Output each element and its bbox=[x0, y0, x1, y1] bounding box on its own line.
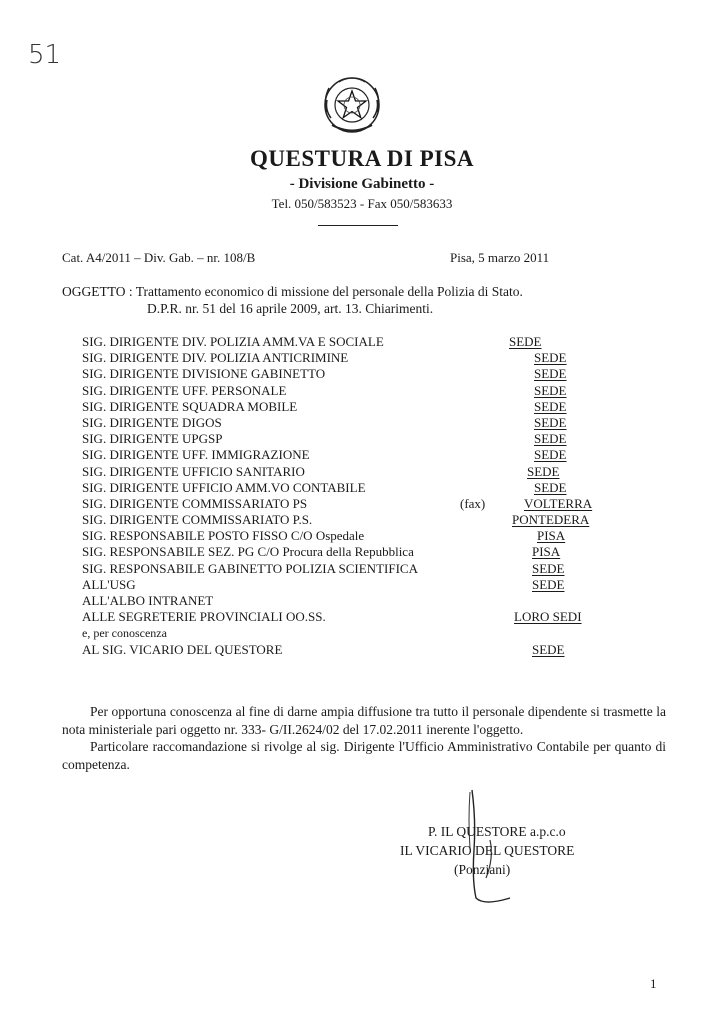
header-divider bbox=[318, 225, 398, 226]
recipient-row bbox=[82, 350, 612, 366]
recipient-location: SEDE bbox=[509, 334, 542, 349]
recipient-name: SIG. DIRIGENTE COMMISSARIATO P.S. bbox=[82, 512, 313, 528]
recipient-name: SIG. DIRIGENTE COMMISSARIATO PS bbox=[82, 495, 308, 511]
recipient-location: SEDE bbox=[532, 560, 565, 576]
recipient-name: SIG. DIRIGENTE UFFICIO SANITARIO bbox=[82, 463, 305, 479]
fax-marker: (fax) bbox=[460, 495, 486, 511]
recipient-name: SIG. DIRIGENTE DIGOS bbox=[82, 414, 222, 430]
recipient-location: SEDE bbox=[534, 479, 567, 495]
recipient-row bbox=[82, 415, 612, 431]
recipient-row bbox=[82, 399, 612, 415]
recipient-row bbox=[82, 593, 612, 609]
recipient-location: SEDE bbox=[534, 447, 567, 463]
recipient-location: PONTEDERA bbox=[512, 512, 590, 528]
recipient-location: SEDE bbox=[534, 414, 567, 430]
cc-label: e, per conoscenza bbox=[82, 626, 167, 641]
recipient-location: SEDE bbox=[532, 641, 565, 657]
recipient-row bbox=[82, 609, 612, 625]
recipient-location: LORO SEDI bbox=[514, 609, 582, 625]
recipient-row bbox=[82, 577, 612, 593]
recipient-location: PISA bbox=[537, 528, 566, 544]
handwritten-page-number: 51 bbox=[28, 40, 62, 70]
protocol-reference: Cat. A4/2011 – Div. Gab. – nr. 108/B bbox=[62, 250, 256, 265]
recipient-name: SIG. DIRIGENTE UFF. PERSONALE bbox=[82, 382, 287, 398]
signature-line-1: P. IL QUESTORE a.p.c.o bbox=[428, 824, 566, 839]
office-title: QUESTURA DI PISA bbox=[250, 146, 474, 171]
recipient-location: SEDE bbox=[532, 576, 565, 592]
recipient-row bbox=[82, 512, 612, 528]
signatory-name: (Ponziani) bbox=[454, 862, 511, 877]
recipient-location: SEDE bbox=[534, 398, 567, 414]
recipient-name: SIG. DIRIGENTE DIV. POLIZIA AMM.VA E SOCIALE bbox=[82, 334, 384, 349]
letter-body bbox=[62, 703, 666, 773]
recipient-row bbox=[82, 334, 612, 350]
recipient-row bbox=[82, 642, 612, 658]
body-paragraph-1: Per opportuna conoscenza al fine di darne ampia diffusione tra tutto il personale dipendente si trasmette la nota ministeriale pari oggetto nr. 333- G/II.2624/02 del 17.02.2011 inerente l'oggetto. bbox=[62, 704, 666, 737]
recipient-name: SIG. RESPONSABILE GABINETTO POLIZIA SCIENTIFICA bbox=[82, 560, 418, 576]
subject-block bbox=[62, 283, 523, 317]
division-name: - Divisione Gabinetto - bbox=[289, 176, 435, 192]
signature-block bbox=[400, 822, 630, 879]
recipient-name: SIG. RESPONSABILE POSTO FISSO C/O Ospedale bbox=[82, 528, 365, 544]
recipient-name: SIG. DIRIGENTE DIVISIONE GABINETTO bbox=[82, 366, 326, 382]
italian-republic-emblem-icon bbox=[317, 70, 387, 140]
contact-numbers: Tel. 050/583523 - Fax 050/583633 bbox=[271, 196, 453, 211]
recipient-name: SIG. DIRIGENTE UFF. IMMIGRAZIONE bbox=[82, 447, 310, 463]
recipient-row bbox=[82, 431, 612, 447]
recipient-location: PISA bbox=[532, 544, 561, 560]
recipient-list bbox=[82, 334, 612, 658]
recipient-name: SIG. DIRIGENTE UPGSP bbox=[82, 431, 223, 447]
recipient-location: VOLTERRA bbox=[524, 495, 593, 511]
recipient-row bbox=[82, 480, 612, 496]
recipient-name: SIG. DIRIGENTE UFFICIO AMM.VO CONTABILE bbox=[82, 479, 366, 495]
recipient-name: ALL'ALBO INTRANET bbox=[82, 593, 214, 608]
recipient-name: ALLE SEGRETERIE PROVINCIALI OO.SS. bbox=[82, 609, 326, 625]
recipient-row bbox=[82, 464, 612, 480]
recipient-location: SEDE bbox=[534, 382, 567, 398]
recipient-location: SEDE bbox=[534, 431, 567, 447]
recipient-row bbox=[82, 366, 612, 382]
recipient-row bbox=[82, 528, 612, 544]
signature-line-2: IL VICARIO DEL QUESTORE bbox=[400, 843, 575, 858]
recipient-name: SIG. RESPONSABILE SEZ. PG C/O Procura della Repubblica bbox=[82, 544, 414, 560]
recipient-location: SEDE bbox=[534, 350, 567, 366]
subject-line-2: D.P.R. nr. 51 del 16 aprile 2009, art. 13. Chiarimenti. bbox=[147, 301, 434, 316]
page-number: 1 bbox=[650, 976, 657, 991]
recipient-row bbox=[82, 625, 612, 641]
recipient-row bbox=[82, 447, 612, 463]
recipient-location: SEDE bbox=[534, 366, 567, 382]
subject-line-1: OGGETTO : Trattamento economico di missione del personale della Polizia di Stato. bbox=[62, 284, 523, 299]
recipient-row bbox=[82, 561, 612, 577]
recipient-row bbox=[82, 544, 612, 560]
recipient-row bbox=[82, 383, 612, 399]
recipient-name: SIG. DIRIGENTE SQUADRA MOBILE bbox=[82, 398, 298, 414]
document-date: Pisa, 5 marzo 2011 bbox=[450, 250, 550, 265]
recipient-location: SEDE bbox=[527, 463, 560, 479]
recipient-name: SIG. DIRIGENTE DIV. POLIZIA ANTICRIMINE bbox=[82, 350, 349, 366]
body-paragraph-2: Particolare raccomandazione si rivolge al sig. Dirigente l'Ufficio Amministrativo Contabile per quanto di competenza. bbox=[62, 739, 666, 772]
recipient-name: ALL'USG bbox=[82, 576, 136, 592]
recipient-name: AL SIG. VICARIO DEL QUESTORE bbox=[82, 641, 283, 657]
recipient-row bbox=[82, 496, 612, 512]
